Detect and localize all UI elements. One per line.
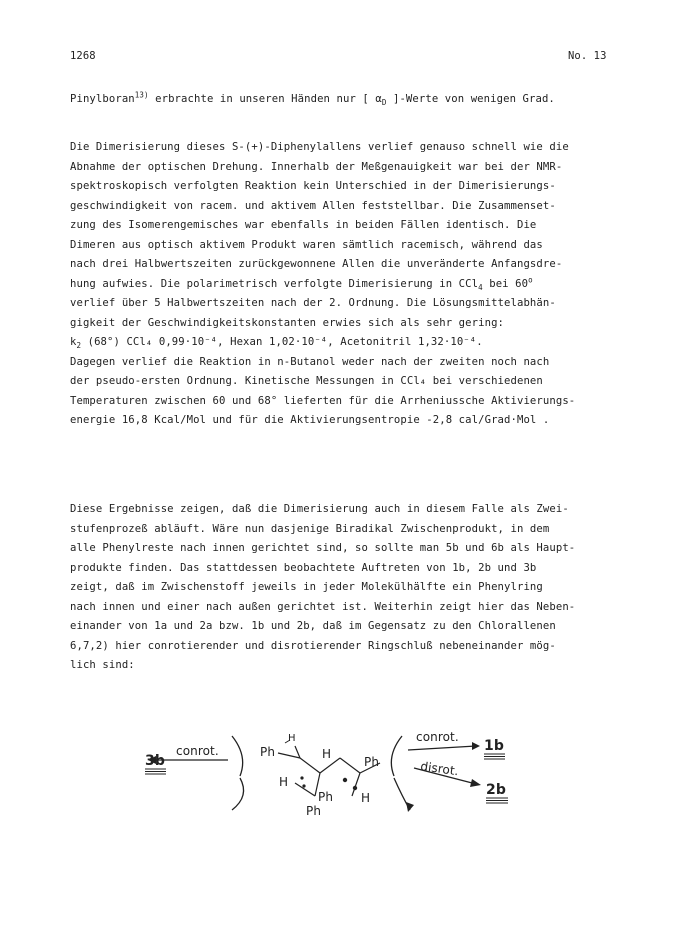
right-top-arrow (408, 746, 476, 750)
atom-label: Ph (306, 804, 322, 818)
atom-label: H (361, 791, 371, 805)
bond (340, 758, 360, 773)
curved-arrowhead (406, 802, 414, 812)
text-line: Temperaturen zwischen 60 und 68° lieferten für die Arrheniussche Aktivierungs- (70, 394, 576, 407)
atom-label: Ph (260, 745, 276, 759)
atom-label: Ph (318, 790, 334, 804)
atom-label: H (322, 747, 332, 761)
text-line: lich sind: (70, 659, 135, 671)
right-bottom-label: disrot. (419, 759, 460, 779)
radical-dot (353, 786, 357, 790)
right-top-label: conrot. (416, 730, 459, 744)
paragraph-dimerization (70, 138, 630, 431)
curved-arrow-right-top (391, 736, 402, 776)
text-line: Dagegen verlief die Reaktion in n-Butanol weder nach der zweiten noch nach (70, 355, 550, 368)
radical-dot (343, 778, 347, 782)
text-line: nach drei Halbwertszeiten zurückgewonnene Allen die unveränderte Anfangsdre- (70, 258, 563, 270)
text-line: geschwindigkeit von racem. und aktivem Allen feststellbar. Die Zusammenset- (70, 199, 556, 212)
journal-issue: No. 13 (568, 50, 607, 62)
radical-dot (300, 776, 303, 779)
text-line: hung aufwies. Die polarimetrisch verfolgte Dimerisierung in CCl$_4$ bei 60$^o$ (70, 274, 533, 292)
left-product: 3b (145, 753, 165, 769)
text-line: nach innen und einer nach außen gerichtet ist. Weiterhin zeigt hier das Neben- (70, 600, 576, 613)
text-line: Dimeren aus optisch aktivem Produkt waren sämtlich racemisch, während das (70, 238, 543, 251)
right-bottom-arrowhead (470, 779, 481, 787)
text-line: zeigt, daß im Zwischenstoff jeweils in jeder Molekülhälfte ein Phenylring (70, 581, 543, 593)
radical-dot (302, 784, 305, 787)
text-line: Die Dimerisierung dieses S-(+)-Diphenylallens verlief genauso schnell wie die (70, 141, 569, 153)
text-line: verlief über 5 Halbwertszeiten nach der 2. Ordnung. Die Lösungsmittelabhän- (70, 297, 556, 309)
text-line: Pinylboran$^{13)}$ erbrachte in unseren Händen nur [ $\alpha_D$ ]-Werte von wenigen Grad. (70, 90, 555, 108)
reaction-scheme-svg (140, 730, 580, 868)
text-line: energie 16,8 Kcal/Mol und für die Aktivierungsentropie -2,8 cal/Grad·Mol . (70, 414, 550, 426)
text-line: produkte finden. Das stattdessen beobachtete Auftreten von 1b, 2b und 3b (70, 561, 537, 574)
left-arrow-label: conrot. (176, 744, 219, 758)
text-line: Abnahme der optischen Drehung. Innerhalb der Meßgenauigkeit war bei der NMR- (70, 160, 563, 173)
text-line: einander von 1a und 2a bzw. 1b und 2b, daß im Gegensatz zu den Chlorallenen (70, 620, 556, 632)
bond (278, 753, 300, 758)
paragraph-results (70, 500, 630, 676)
right-top-arrowhead (472, 742, 480, 750)
text-line: spektroskopisch verfolgten Reaktion kein Unterschied in der Dimerisierungs- (70, 180, 556, 192)
reaction-scheme (140, 730, 580, 868)
page-number: 1268 (70, 50, 96, 62)
text-line: alle Phenylreste nach innen gerichtet sind, so sollte man 5b und 6b als Haupt- (70, 542, 576, 554)
curved-arrow-left-bottom (232, 778, 244, 810)
bond (300, 758, 320, 773)
atom-label: H (279, 775, 289, 789)
right-top-product: 1b (484, 738, 504, 754)
text-line: stufenprozeß abläuft. Wäre nun dasjenige Biradikal Zwischenprodukt, in dem (70, 522, 550, 535)
bond (352, 773, 360, 796)
right-bottom-product: 2b (486, 782, 506, 798)
atom-label: Ph (364, 755, 380, 769)
text-line: der pseudo-ersten Ordnung. Kinetische Messungen in CCl₄ bei verschiedenen (70, 375, 543, 387)
bond (295, 746, 300, 758)
paragraph-intro (70, 90, 630, 110)
curved-arrow-left-top (232, 736, 243, 776)
text-line: 6,7,2) hier conrotierender und disrotierender Ringschluß nebeneinander mög- (70, 639, 556, 652)
text-line: Diese Ergebnisse zeigen, daß die Dimerisierung auch in diesem Falle als Zwei- (70, 503, 569, 515)
text-line: gigkeit der Geschwindigkeitskonstanten erwies sich als sehr gering: (70, 316, 505, 329)
text-line: $k_2$ (68°) CCl₄ 0,99·10⁻⁴, Hexan 1,02·10⁻⁴, Acetonitril 1,32·10⁻⁴. (70, 336, 483, 351)
atom-label: H (288, 733, 296, 744)
text-line: zung des Isomerengemisches war ebenfalls in beiden Fällen identisch. Die (70, 219, 537, 231)
